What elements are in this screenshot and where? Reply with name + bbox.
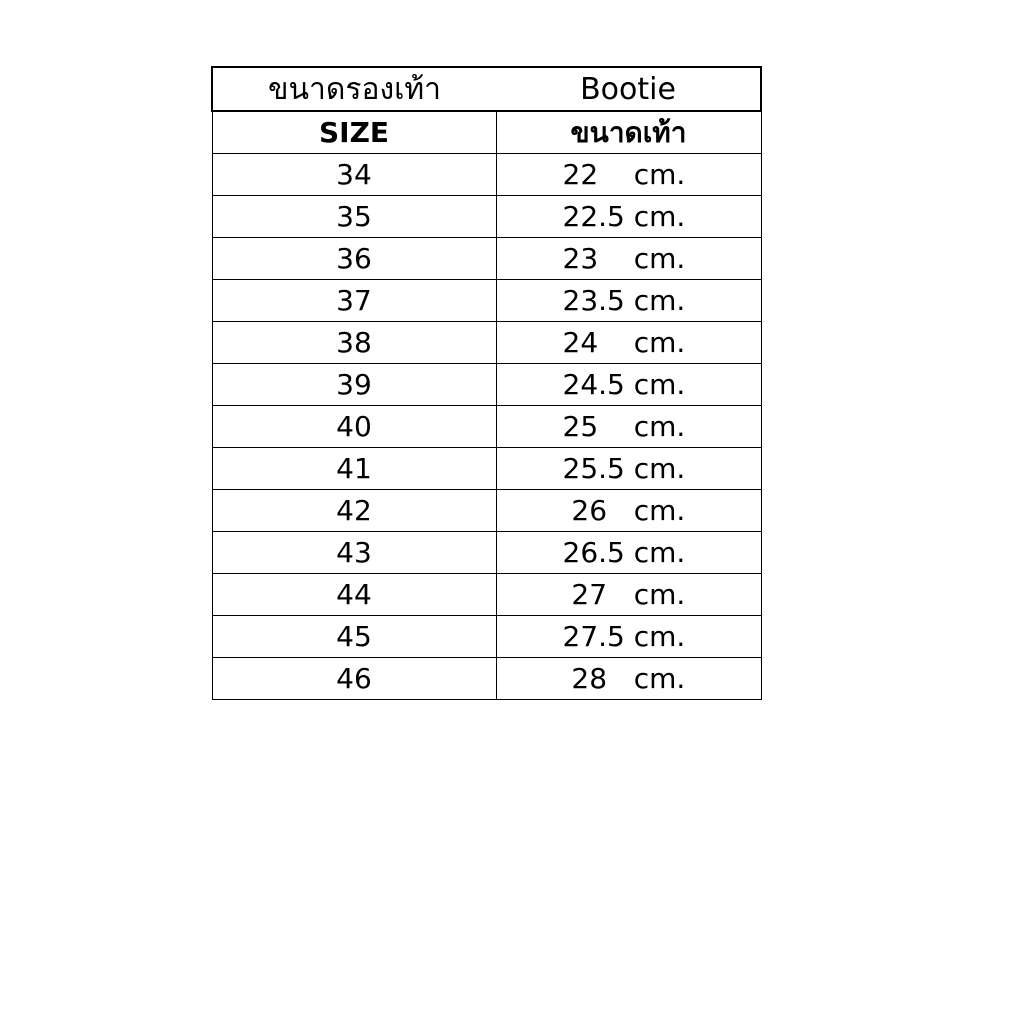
table-row: [212, 574, 761, 616]
foot-length-cell: 28 cm.: [496, 658, 761, 700]
size-cell: 39: [212, 364, 496, 406]
size-cell: 45: [212, 616, 496, 658]
size-cell: 38: [212, 322, 496, 364]
model-name: Bootie: [496, 67, 761, 111]
size-cell: 46: [212, 658, 496, 700]
table-row: [212, 322, 761, 364]
table-row: [212, 364, 761, 406]
table-row: [212, 532, 761, 574]
foot-length-cell: 27.5 cm.: [496, 616, 761, 658]
foot-length-column-header: ขนาดเท้า: [496, 111, 761, 154]
table-row: [212, 154, 761, 196]
size-cell: 44: [212, 574, 496, 616]
table-row: [212, 280, 761, 322]
size-chart-table: [211, 66, 762, 700]
chart-title: ขนาดรองเท้า: [212, 67, 496, 111]
size-cell: 35: [212, 196, 496, 238]
size-cell: 34: [212, 154, 496, 196]
table-row: [212, 616, 761, 658]
table-row: [212, 490, 761, 532]
foot-length-cell: 24.5 cm.: [496, 364, 761, 406]
table-row: [212, 238, 761, 280]
size-cell: 42: [212, 490, 496, 532]
foot-length-cell: 24 cm.: [496, 322, 761, 364]
size-cell: 37: [212, 280, 496, 322]
size-cell: 41: [212, 448, 496, 490]
size-cell: 36: [212, 238, 496, 280]
size-column-header: SIZE: [212, 111, 496, 154]
table-row: [212, 196, 761, 238]
foot-length-cell: 22.5 cm.: [496, 196, 761, 238]
foot-length-cell: 26.5 cm.: [496, 532, 761, 574]
header-row: [212, 111, 761, 154]
foot-length-cell: 25 cm.: [496, 406, 761, 448]
foot-length-cell: 27 cm.: [496, 574, 761, 616]
foot-length-cell: 25.5 cm.: [496, 448, 761, 490]
table-row: [212, 406, 761, 448]
foot-length-cell: 23 cm.: [496, 238, 761, 280]
title-row: [212, 67, 761, 111]
size-cell: 40: [212, 406, 496, 448]
foot-length-cell: 22 cm.: [496, 154, 761, 196]
foot-length-cell: 23.5 cm.: [496, 280, 761, 322]
size-cell: 43: [212, 532, 496, 574]
table-row: [212, 448, 761, 490]
table-row: [212, 658, 761, 700]
foot-length-cell: 26 cm.: [496, 490, 761, 532]
